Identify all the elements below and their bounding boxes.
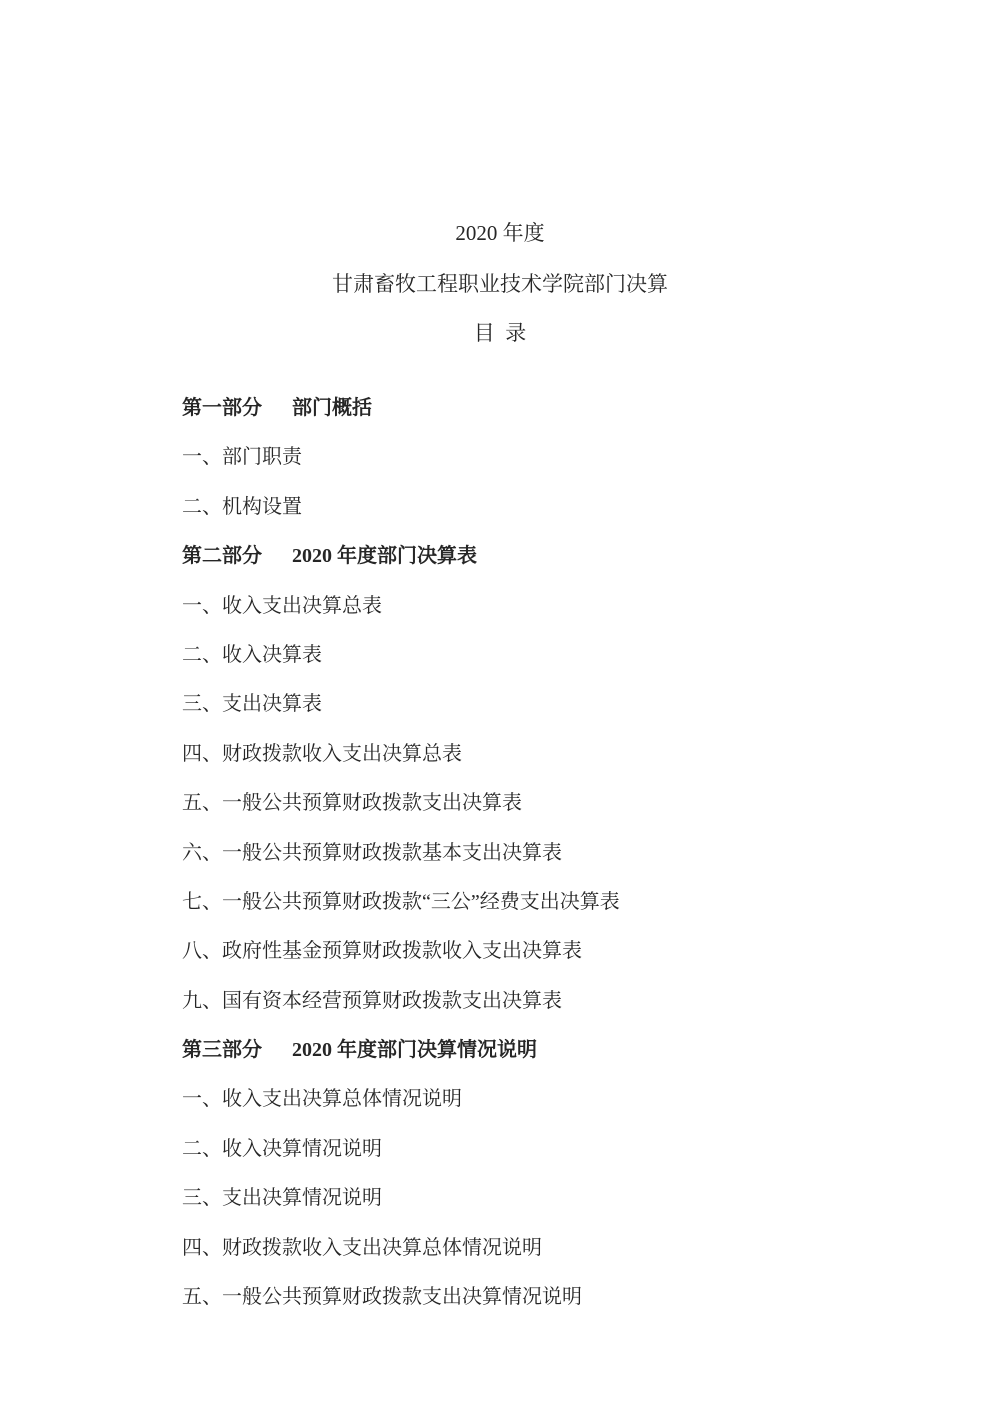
toc-item-text: 三、支出决算情况说明	[182, 1187, 382, 1210]
toc-part-title: 2020 年度部门决算表	[292, 545, 477, 568]
toc-item	[152, 718, 940, 767]
toc-title: 目 录	[473, 321, 527, 345]
toc-item	[152, 570, 940, 619]
toc-part-heading	[152, 372, 940, 421]
toc-item-text: 四、财政拨款收入支出决算总体情况说明	[182, 1236, 542, 1259]
toc-list	[152, 372, 940, 1310]
toc-item-text: 八、政府性基金预算财政拨款收入支出决算表	[182, 940, 582, 963]
toc-item	[152, 1063, 940, 1112]
toc-item-text: 四、财政拨款收入支出决算总表	[182, 742, 462, 765]
toc-item-text: 六、一般公共预算财政拨款基本支出决算表	[182, 841, 562, 864]
toc-item-text: 七、一般公共预算财政拨款“三公”经费支出决算表	[182, 890, 620, 913]
toc-part-label: 第三部分	[182, 1039, 262, 1062]
toc-item	[152, 668, 940, 717]
toc-item-text: 五、一般公共预算财政拨款支出决算表	[182, 792, 522, 815]
toc-item-text: 一、收入支出决算总体情况说明	[182, 1088, 462, 1111]
toc-item-text: 二、收入决算表	[182, 643, 322, 666]
toc-part-title: 部门概括	[292, 397, 372, 419]
toc-part-label: 第二部分	[182, 545, 262, 568]
toc-item-text: 一、收入支出决算总表	[182, 594, 382, 617]
toc-item	[152, 1162, 940, 1211]
toc-item	[152, 915, 940, 964]
toc-item	[152, 767, 940, 816]
toc-item	[152, 1113, 940, 1162]
toc-item	[152, 866, 940, 915]
doc-title-year: 2020 年度	[455, 221, 545, 245]
toc-item	[152, 1212, 940, 1261]
toc-part-label: 第一部分	[182, 397, 262, 419]
toc-item	[152, 965, 940, 1014]
toc-part-title: 2020 年度部门决算情况说明	[292, 1039, 537, 1062]
toc-item	[152, 471, 940, 520]
toc-part-heading	[152, 520, 940, 569]
toc-item	[152, 817, 940, 866]
toc-item-text: 二、机构设置	[182, 495, 302, 518]
toc-item-text: 五、一般公共预算财政拨款支出决算情况说明	[182, 1286, 582, 1309]
toc-item-text: 三、支出决算表	[182, 693, 322, 716]
toc-item	[152, 619, 940, 668]
doc-title-org: 甘肃畜牧工程职业技术学院部门决算	[332, 272, 668, 296]
toc-item-text: 一、部门职责	[182, 446, 302, 469]
toc-item	[152, 421, 940, 470]
toc-part-heading	[152, 1014, 940, 1063]
toc-item	[152, 1261, 940, 1310]
toc-item-text: 二、收入决算情况说明	[182, 1137, 382, 1160]
toc-item-text: 九、国有资本经营预算财政拨款支出决算表	[182, 989, 562, 1012]
